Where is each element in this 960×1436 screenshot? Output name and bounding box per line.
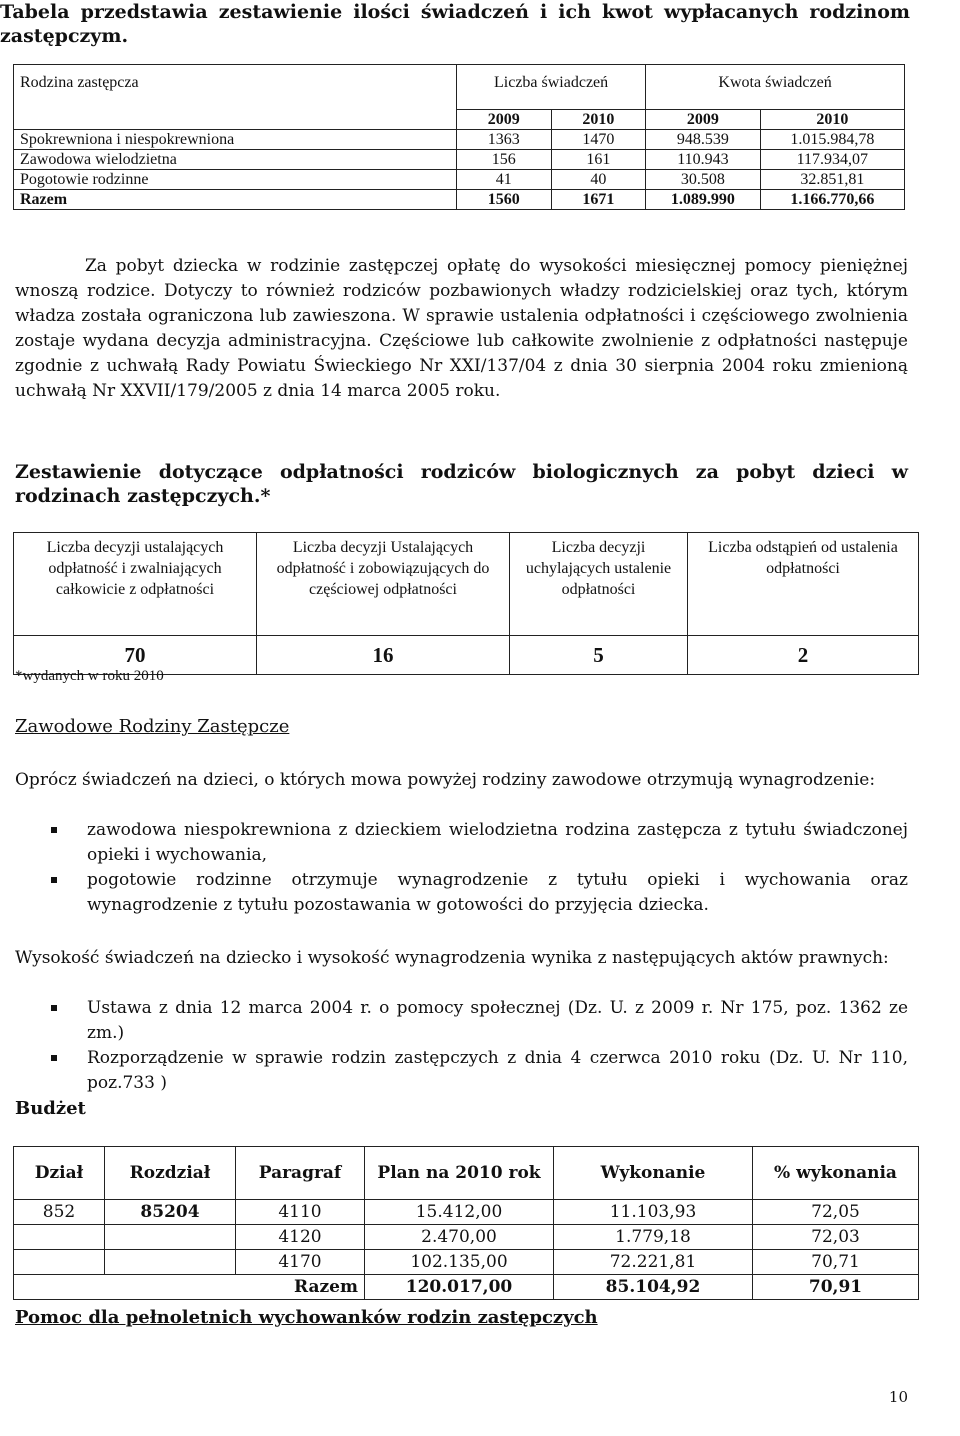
square-bullet-icon <box>51 1005 57 1011</box>
benefits-table <box>13 64 905 210</box>
table-row <box>14 1250 919 1275</box>
square-bullet-icon <box>51 1055 57 1061</box>
family-type-cell: Pogotowie rodzinne <box>14 170 457 190</box>
heading-budget: Budżet <box>15 1098 86 1119</box>
decision-count: 2 <box>688 636 919 675</box>
total-execution: 85.104,92 <box>554 1275 753 1300</box>
decision-count: 16 <box>257 636 510 675</box>
value-cell: 32.851,81 <box>760 170 904 190</box>
heading-professional-families: Zawodowe Rodziny Zastępcze <box>15 716 290 737</box>
value-cell: 1470 <box>551 130 646 150</box>
cell-percent: 72,03 <box>753 1225 919 1250</box>
cell-execution: 72.221,81 <box>554 1250 753 1275</box>
table-row <box>14 150 905 170</box>
footnote: *wydanych w roku 2010 <box>15 668 164 684</box>
col-family-header: Rodzina zastępcza <box>14 65 457 130</box>
decision-count: 70 <box>14 636 257 675</box>
col-count-header: Liczba świadczeń <box>457 65 646 110</box>
year-header: 2010 <box>551 110 646 130</box>
year-header: 2010 <box>760 110 904 130</box>
year-header: 2009 <box>646 110 761 130</box>
decision-count: 5 <box>510 636 688 675</box>
cell-plan: 102.135,00 <box>365 1250 554 1275</box>
decisions-header: Liczba decyzji Ustalających odpłatność i zobowiązujących do częściowej odpłatności <box>257 533 510 636</box>
value-cell: 1.166.770,66 <box>760 190 904 210</box>
paragraph-legal-basis: Wysokość świadczeń na dziecko i wysokość wynagrodzenia wynika z następujących aktów prawnych: <box>15 948 889 968</box>
decisions-table <box>13 532 919 675</box>
budget-header: Dział <box>14 1147 105 1200</box>
cell-division <box>14 1250 105 1275</box>
decisions-header: Liczba decyzji uchylających ustalenie odpłatności <box>510 533 688 636</box>
list-item: Ustawa z dnia 12 marca 2004 r. o pomocy społecznej (Dz. U. z 2009 r. Nr 175, poz. 1362 ze zm.) <box>15 996 908 1046</box>
decisions-header: Liczba decyzji ustalających odpłatność i zwalniających całkowicie z odpłatności <box>14 533 257 636</box>
cell-division <box>14 1225 105 1250</box>
budget-table <box>13 1146 919 1300</box>
cell-plan: 15.412,00 <box>365 1200 554 1225</box>
cell-percent: 72,05 <box>753 1200 919 1225</box>
value-cell: 40 <box>551 170 646 190</box>
budget-header: % wykonania <box>753 1147 919 1200</box>
value-cell: 948.539 <box>646 130 761 150</box>
budget-header: Plan na 2010 rok <box>365 1147 554 1200</box>
family-type-cell: Zawodowa wielodzietna <box>14 150 457 170</box>
total-label-cell: Razem <box>14 190 457 210</box>
value-cell: 1.089.990 <box>646 190 761 210</box>
heading-fees-summary: Zestawienie dotyczące odpłatności rodziców biologicznych za pobyt dzieci w rodzinach zastępczych.* <box>15 461 908 507</box>
value-cell: 1560 <box>457 190 552 210</box>
list-item: pogotowie rodzinne otrzymuje wynagrodzenie z tytułu opieki i wychowania oraz wynagrodzenie z tytułu pozostawania w gotowości do przyjęcia dziecka. <box>15 868 908 918</box>
total-label: Razem <box>14 1275 365 1300</box>
value-cell: 1363 <box>457 130 552 150</box>
decisions-header: Liczba odstąpień od ustalenia odpłatności <box>688 533 919 636</box>
table-row <box>14 170 905 190</box>
intro-heading: Tabela przedstawia zestawienie ilości świadczeń i ich kwot wypłacanych rodzinom zastępczym. <box>0 1 910 47</box>
value-cell: 30.508 <box>646 170 761 190</box>
col-amount-header: Kwota świadczeń <box>646 65 905 110</box>
cell-chapter <box>105 1250 236 1275</box>
budget-header: Wykonanie <box>554 1147 753 1200</box>
value-cell: 41 <box>457 170 552 190</box>
list-item: zawodowa niespokrewniona z dzieckiem wielodzietna rodzina zastępcza z tytułu świadczonej opieki i wychowania, <box>15 818 908 868</box>
cell-division: 852 <box>14 1200 105 1225</box>
cell-chapter: 85204 <box>105 1200 236 1225</box>
cell-paragraph: 4110 <box>236 1200 365 1225</box>
cell-paragraph: 4120 <box>236 1225 365 1250</box>
cell-percent: 70,71 <box>753 1250 919 1275</box>
family-type-cell: Spokrewniona i niespokrewniona <box>14 130 457 150</box>
cell-chapter <box>105 1225 236 1250</box>
heading-adult-foster-children: Pomoc dla pełnoletnich wychowanków rodzin zastępczych <box>15 1307 598 1328</box>
value-cell: 1.015.984,78 <box>760 130 904 150</box>
value-cell: 117.934,07 <box>760 150 904 170</box>
cell-execution: 1.779,18 <box>554 1225 753 1250</box>
total-percent: 70,91 <box>753 1275 919 1300</box>
paragraph-fees: Za pobyt dziecka w rodzinie zastępczej opłatę do wysokości miesięcznej pomocy pieniężnej wnoszą rodzice. Dotyczy to również rodziców pozbawionych władzy rodzicielskiej oraz tych, którym władza została ograniczona lub zawieszona. W sprawie ustalenia odpłatności i częściowego zwolnienia zostaje wydana decyzja administracyjna. Częściowe lub całkowite zwolnienie z odpłatności następuje zgodnie z uchwałą Rady Powiatu Świeckiego Nr XXI/137/04 z dnia 30 sierpnia 2004 roku zmienioną uchwałą Nr XXVII/179/2005 z dnia 14 marca 2005 roku. <box>15 256 908 401</box>
total-row <box>14 190 905 210</box>
value-cell: 156 <box>457 150 552 170</box>
cell-plan: 2.470,00 <box>365 1225 554 1250</box>
total-row <box>14 1275 919 1300</box>
square-bullet-icon <box>51 827 57 833</box>
budget-header: Rozdział <box>105 1147 236 1200</box>
remuneration-list <box>15 818 908 918</box>
square-bullet-icon <box>51 877 57 883</box>
value-cell: 110.943 <box>646 150 761 170</box>
total-plan: 120.017,00 <box>365 1275 554 1300</box>
value-cell: 161 <box>551 150 646 170</box>
table-row <box>14 130 905 150</box>
budget-header: Paragraf <box>236 1147 365 1200</box>
list-item: Rozporządzenie w sprawie rodzin zastępczych z dnia 4 czerwca 2010 roku (Dz. U. Nr 110, poz.733 ) <box>15 1046 908 1096</box>
legal-acts-list <box>15 996 908 1096</box>
table-row <box>14 1225 919 1250</box>
year-header: 2009 <box>457 110 552 130</box>
cell-execution: 11.103,93 <box>554 1200 753 1225</box>
value-cell: 1671 <box>551 190 646 210</box>
paragraph-remuneration: Oprócz świadczeń na dzieci, o których mowa powyżej rodziny zawodowe otrzymują wynagrodzenie: <box>15 770 876 790</box>
table-row <box>14 1200 919 1225</box>
cell-paragraph: 4170 <box>236 1250 365 1275</box>
page-number: 10 <box>888 1388 908 1406</box>
